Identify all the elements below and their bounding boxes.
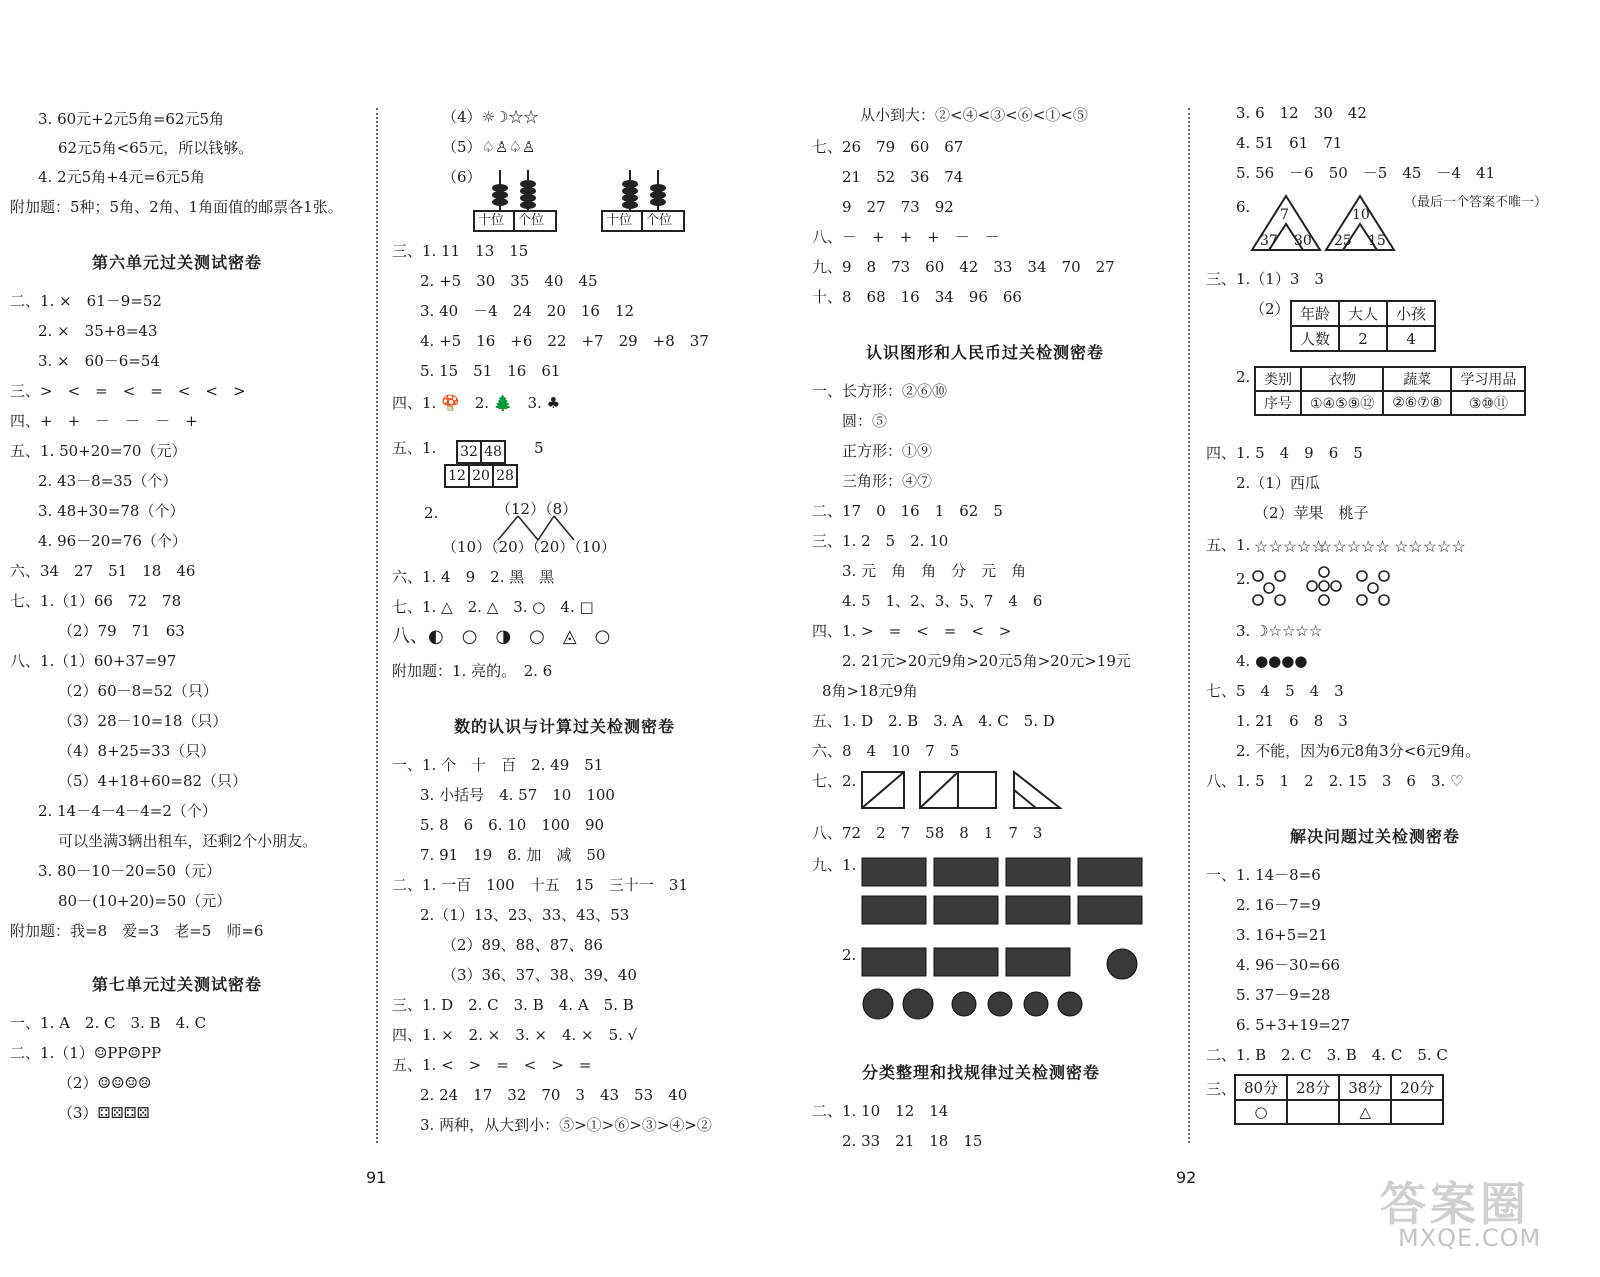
answer-line: 三、	[1206, 1080, 1237, 1098]
column-divider	[376, 108, 378, 1143]
answer-line: 五、1.	[1206, 536, 1251, 554]
answer-line: 二、1. 10 12 14	[812, 1102, 949, 1120]
answer-line: 五、1.	[392, 439, 437, 457]
section-heading: 解决问题过关检测密卷	[1290, 827, 1461, 846]
answer-line: 2. 43－8=35（个）	[38, 472, 178, 490]
answer-line: 五、1. D 2. B 3. A 4. C 5. D	[812, 712, 1055, 730]
answer-line: 六、34 27 51 18 46	[10, 562, 196, 580]
answer-line: 2. 14－4－4－4=2（个）	[38, 802, 217, 820]
answer-line: 八、1.（1）60+37=97	[10, 652, 177, 670]
answer-line: 2. 24 17 32 70 3 43 53 40	[420, 1086, 688, 1104]
column-divider	[1188, 108, 1190, 1143]
answer-line: （2）79 71 63	[58, 622, 185, 640]
answer-line: 2. +5 30 35 40 45	[420, 272, 598, 290]
triangle-number: 30	[1294, 233, 1312, 249]
answer-line: 八、1. 5 1 2 2. 15 3 6 3. ♡	[1206, 772, 1464, 790]
answer-line: 3. 16+5=21	[1236, 926, 1328, 944]
table-cell: ○	[1235, 1100, 1287, 1124]
answer-line: 一、1. A 2. C 3. B 4. C	[10, 1014, 207, 1032]
answer-line: （12）（8）	[496, 500, 578, 518]
answer-line: 6. 5+3+19=27	[1236, 1016, 1351, 1034]
answer-line: 6.	[1236, 198, 1251, 216]
answer-line: 五、1. 50+20=70（元）	[10, 442, 187, 460]
answer-line: （3）28－10=18（只）	[58, 712, 228, 730]
answer-line: 2. 不能，因为6元8角3分<6元9角。	[1236, 742, 1481, 760]
answer-line: 4. 51 61 71	[1236, 134, 1343, 152]
answer-line: 4. 2元5角+4元=6元5角	[38, 168, 205, 186]
answer-line: 二、1. 一百 100 十五 15 三十一 31	[392, 876, 688, 894]
answer-line: 一、1. 个 十 百 2. 49 51	[392, 756, 604, 774]
banknotes-figure	[860, 852, 1150, 930]
answer-line: 三、> < = < = < < >	[10, 382, 246, 400]
answer-line: 2.	[842, 946, 857, 964]
answer-line: 附加题：1. 亮的。 2. 6	[392, 662, 553, 680]
triangle-number: 25	[1334, 233, 1352, 249]
answer-line: 2.（1）西瓜	[1236, 474, 1320, 492]
answer-line: 四、+ + － － － +	[10, 412, 198, 430]
abacus-label: 十位	[606, 213, 633, 228]
age-count-table	[1290, 300, 1436, 352]
table-cell: 2	[1339, 326, 1387, 351]
answer-line: 十、8 68 16 34 96 66	[812, 288, 1022, 306]
answer-line: 2.	[1236, 368, 1251, 386]
table-cell: ②⑥⑦⑧	[1383, 391, 1451, 415]
answer-line: （2）60－8=52（只）	[58, 682, 218, 700]
answer-line: 四、1. × 2. × 3. × 4. × 5. √	[392, 1026, 638, 1044]
section-heading: 认识图形和人民币过关检测密卷	[866, 343, 1105, 362]
answer-line: 四、1. > = < = < >	[812, 622, 1012, 640]
table-cell	[1391, 1100, 1443, 1124]
answer-line: 一、长方形：②⑥⑩	[812, 382, 948, 400]
section-heading: 第六单元过关测试密卷	[92, 253, 263, 272]
answer-line: 可以坐满3辆出租车，还剩2个小朋友。	[58, 832, 318, 850]
answer-line: 二、1. B 2. C 3. B 4. C 5. C	[1206, 1046, 1448, 1064]
answer-line: （10）（20）（20）（10）	[442, 538, 616, 556]
answer-line: 六、8 4 10 7 5	[812, 742, 960, 760]
triangle-number: 10	[1352, 207, 1370, 223]
answer-line: 圆：⑤	[842, 412, 888, 430]
answer-line: 附加题：5种；5角、2角、1角面值的邮票各1张。	[10, 198, 343, 216]
answer-line: 80－(10+20)=50（元）	[58, 892, 232, 910]
answer-line: 2.	[424, 504, 439, 522]
answer-line: 3. 6 12 30 42	[1236, 104, 1367, 122]
category-table	[1254, 366, 1526, 416]
abacus-label: 个位	[646, 213, 673, 228]
svg-text:☆☆☆☆☆: ☆☆☆☆☆	[1254, 537, 1326, 556]
answer-line: 1. 21 6 8 3	[1236, 712, 1348, 730]
grid-cell: 48	[480, 440, 506, 464]
grid-cell: 28	[492, 464, 518, 488]
table-cell: 类别	[1255, 367, 1301, 391]
answer-line: 9 27 73 92	[842, 198, 954, 216]
answer-line: 二、17 0 16 1 62 5	[812, 502, 1003, 520]
table-cell: 学习用品	[1451, 367, 1525, 391]
circle-patterns	[1250, 566, 1410, 610]
answer-line: 3. × 60－6=54	[38, 352, 160, 370]
answer-line: 4. 96－30=66	[1236, 956, 1340, 974]
answer-line: 正方形：①⑨	[842, 442, 933, 460]
answer-line: （2）苹果 桃子	[1254, 504, 1369, 522]
stars-figure	[1254, 532, 1484, 560]
table-cell: △	[1339, 1100, 1391, 1124]
answer-line: 八、－ + + + － －	[812, 228, 1000, 246]
table-cell: 大人	[1339, 301, 1387, 326]
answer-line: 4. ●●●●	[1236, 652, 1308, 670]
answer-line: 三角形：④⑦	[842, 472, 933, 490]
answer-line: 62元5角<65元，所以钱够。	[58, 139, 254, 157]
table-cell: ③⑩⑪	[1451, 391, 1525, 415]
answer-line: 3. 两种，从大到小：⑤>①>⑥>③>④>②	[420, 1116, 712, 1134]
answer-line: （2）89、88、87、86	[442, 936, 603, 954]
answer-line: 二、1. × 61－9=52	[10, 292, 162, 310]
answer-line: （6）	[442, 168, 482, 186]
page-number: 92	[1176, 1168, 1197, 1187]
table-cell: 20分	[1391, 1075, 1443, 1100]
table-cell: 序号	[1255, 391, 1301, 415]
table-cell: 80分	[1235, 1075, 1287, 1100]
answer-line: 2.（1）13、23、33、43、53	[420, 906, 630, 924]
triangle-number: 15	[1368, 233, 1386, 249]
answer-line: 5	[534, 439, 544, 457]
answer-note: （最后一个答案不唯一）	[1404, 195, 1548, 210]
answer-line: 3. 40 －4 24 20 16 12	[420, 302, 635, 320]
answer-line: 四、1. 🍄 2. 🌲 3. ♣	[392, 394, 561, 412]
score-table	[1234, 1074, 1444, 1125]
grid-cell: 32	[456, 440, 482, 464]
answer-line: 七、5 4 5 4 3	[1206, 682, 1344, 700]
answer-line: 一、1. 14－8=6	[1206, 866, 1321, 884]
answer-line: 3. 小括号 4. 57 10 100	[420, 786, 615, 804]
section-heading: 数的认识与计算过关检测密卷	[454, 717, 676, 736]
answer-line: 七、26 79 60 67	[812, 138, 964, 156]
answer-line: 九、1.	[812, 856, 857, 874]
watermark-url: MXQE.COM	[1398, 1224, 1542, 1252]
section-heading: 第七单元过关测试密卷	[92, 975, 263, 994]
page-number: 91	[366, 1168, 387, 1187]
answer-line: 二、1.（1）☺PP☺PP	[10, 1044, 162, 1062]
answer-line: 七、1. △ 2. △ 3. ○ 4. □	[392, 598, 594, 616]
answer-line: 2. 21元>20元9角>20元5角>20元>19元	[842, 652, 1131, 670]
answer-line: 4. 5 1、2、3、5、7 4 6	[842, 592, 1043, 610]
table-cell: 4	[1387, 326, 1435, 351]
answer-line: 2. 33 21 18 15	[842, 1132, 983, 1150]
answer-line: 3. 60元+2元5角=62元5角	[38, 110, 225, 128]
answer-line: 2.	[1236, 570, 1251, 588]
answer-line: 5. 37－9=28	[1236, 986, 1331, 1004]
answer-line: （5）4+18+60=82（只）	[58, 772, 248, 790]
answer-line: 7. 91 19 8. 加 减 50	[420, 846, 606, 864]
table-cell: 年龄	[1291, 301, 1339, 326]
answer-line: 五、1. < > = < > =	[392, 1056, 592, 1074]
watermark-logo	[1380, 1168, 1585, 1268]
section-heading: 分类整理和找规律过关检测密卷	[862, 1063, 1101, 1082]
table-cell	[1287, 1100, 1339, 1124]
answer-line: 2. × 35+8=43	[38, 322, 158, 340]
answer-line: 八、◐ ○ ◑ ○ ◬ ○	[392, 626, 611, 647]
answer-line: 六、1. 4 9 2. 黑 黑	[392, 568, 555, 586]
answer-line: （2）	[1250, 300, 1290, 318]
answer-line: 2. 16－7=9	[1236, 896, 1321, 914]
answer-line: （4）☼☽☆☆	[442, 108, 539, 126]
shapes-figure	[860, 770, 1070, 812]
table-cell: 人数	[1291, 326, 1339, 351]
abacus-label: 十位	[478, 213, 505, 228]
answer-line: 3. 元 角 角 分 元 角	[842, 562, 1027, 580]
answer-line: 3. ☽☆☆☆☆	[1236, 622, 1323, 640]
answer-line: 三、1. 11 13 15	[392, 242, 529, 260]
answer-line: 21 52 36 74	[842, 168, 964, 186]
answer-line: 九、9 8 73 60 42 33 34 70 27	[812, 258, 1115, 276]
answer-line: （4）8+25=33（只）	[58, 742, 216, 760]
answer-line: 3. 80－10－20=50（元）	[38, 862, 221, 880]
answer-line: 三、1.（1）3 3	[1206, 270, 1324, 288]
grid-cell: 12	[444, 464, 470, 488]
answer-line: 从小到大：②<④<③<⑥<①<⑤	[860, 106, 1088, 124]
answer-line: （2）☺☺☺☹	[58, 1074, 152, 1092]
answer-line: 4. +5 16 +6 22 +7 29 +8 37	[420, 332, 709, 350]
svg-text:☆☆☆☆☆: ☆☆☆☆☆	[1318, 537, 1390, 556]
answer-line: 三、1. D 2. C 3. B 4. A 5. B	[392, 996, 634, 1014]
money-figure	[860, 944, 1150, 1028]
answer-line: （3）⚃⚄⚃⚄	[58, 1104, 150, 1122]
table-cell: ①④⑤⑨⑫	[1301, 391, 1383, 415]
table-cell: 28分	[1287, 1075, 1339, 1100]
answer-line: 8角>18元9角	[822, 682, 918, 700]
answer-line: 三、1. 2 5 2. 10	[812, 532, 949, 550]
svg-text:☆☆☆☆☆: ☆☆☆☆☆	[1394, 537, 1466, 556]
answer-line: 4. 96－20=76（个）	[38, 532, 187, 550]
answer-line: 5. 15 51 16 61	[420, 362, 561, 380]
answer-line: 四、1. 5 4 9 6 5	[1206, 444, 1363, 462]
answer-line: 七、1.（1）66 72 78	[10, 592, 182, 610]
answer-line: 附加题：我=8 爱=3 老=5 师=6	[10, 922, 264, 940]
answer-line: 5. 56 －6 50 －5 45 －4 41	[1236, 164, 1496, 182]
triangle-number: 37	[1260, 233, 1278, 249]
watermark-text: 答案圈	[1380, 1177, 1530, 1231]
answer-line: （3）36、37、38、39、40	[442, 966, 637, 984]
abacus-label: 个位	[518, 213, 545, 228]
answer-line: （5）♤♙♤♙	[442, 138, 536, 156]
table-cell: 蔬菜	[1383, 367, 1451, 391]
triangle-number: 7	[1280, 207, 1289, 223]
table-cell: 38分	[1339, 1075, 1391, 1100]
answer-line: 七、2.	[812, 772, 857, 790]
table-cell: 衣物	[1301, 367, 1383, 391]
answer-line: 5. 8 6 6. 10 100 90	[420, 816, 605, 834]
table-cell: 小孩	[1387, 301, 1435, 326]
answer-line: 八、72 2 7 58 8 1 7 3	[812, 824, 1043, 842]
answer-line: 3. 48+30=78（个）	[38, 502, 185, 520]
grid-cell: 20	[468, 464, 494, 488]
